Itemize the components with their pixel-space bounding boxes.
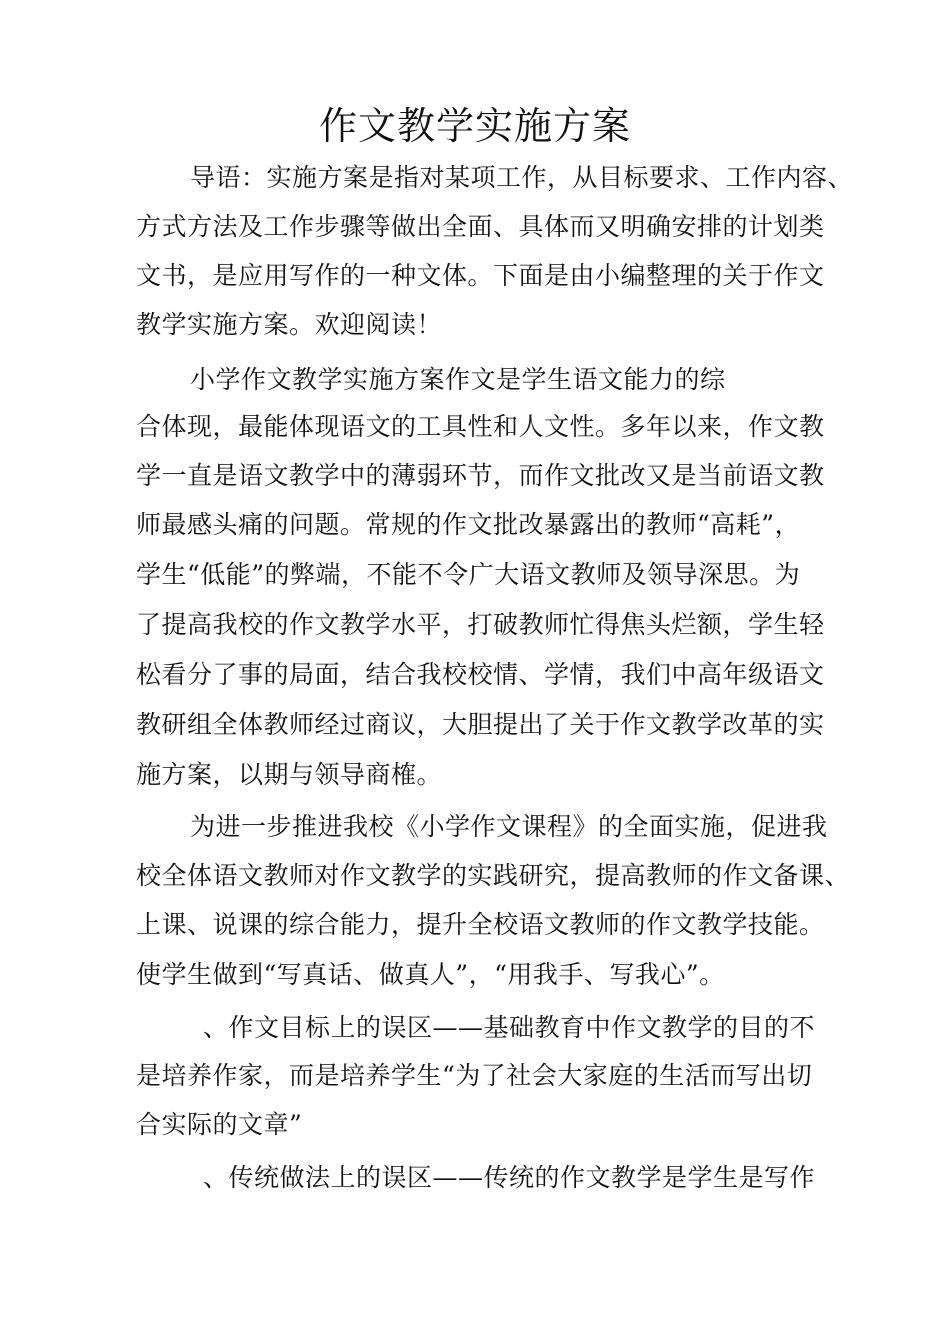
- paragraph-line: 合体现，最能体现语文的工具性和人文性。多年以来，作文教: [136, 412, 825, 441]
- paragraph-line: 上课、说课的综合能力，提升全校语文教师的作文教学技能。: [136, 910, 825, 939]
- paragraph-line: 松看分了事的局面，结合我校校情、学情，我们中高年级语文: [136, 660, 825, 689]
- paragraph-line: 学生“低能”的弊端，不能不令广大语文教师及领导深思。为: [136, 560, 801, 589]
- paragraph-line: 施方案，以期与领导商榷。: [136, 760, 443, 789]
- paragraph-line: 小学作文教学实施方案作文是学生语文能力的综: [190, 365, 726, 394]
- paragraph-line: 、作文目标上的误区——基础教育中作文教学的目的不: [203, 1013, 816, 1042]
- paragraph-line: 教研组全体教师经过商议，大胆提出了关于作文教学改革的实: [136, 710, 825, 739]
- paragraph-line: 合实际的文章”: [136, 1110, 303, 1139]
- paragraph-line: 为进一步推进我校《小学作文课程》的全面实施，促进我: [190, 812, 828, 841]
- paragraph-line: 、传统做法上的误区——传统的作文教学是学生是写作: [203, 1163, 816, 1192]
- paragraph-line: 学一直是语文教学中的薄弱环节，而作文批改又是当前语文教: [136, 461, 825, 490]
- paragraph-line: 导语：实施方案是指对某项工作，从目标要求、工作内容、: [190, 163, 854, 192]
- paragraph-line: 是培养作家，而是培养学生“为了社会大家庭的生活而写出切: [136, 1061, 813, 1090]
- paragraph-line: 师最感头痛的问题。常规的作文批改暴露出的教师“高耗”，: [136, 510, 801, 539]
- paragraph-line: 教学实施方案。欢迎阅读！: [136, 310, 443, 339]
- document-title: 作文教学实施方案: [318, 104, 631, 148]
- paragraph-line: 校全体语文教师对作文教学的实践研究，提高教师的作文备课、: [136, 861, 851, 890]
- paragraph-line: 方式方法及工作步骤等做出全面、具体而又明确安排的计划类: [136, 212, 825, 241]
- paragraph-line: 使学生做到“写真话、做真人”，“用我手、写我心”。: [136, 960, 725, 989]
- paragraph-line: 文书，是应用写作的一种文体。下面是由小编整理的关于作文: [136, 261, 825, 290]
- paragraph-line: 了提高我校的作文教学水平，打破教师忙得焦头烂额，学生轻: [136, 610, 825, 639]
